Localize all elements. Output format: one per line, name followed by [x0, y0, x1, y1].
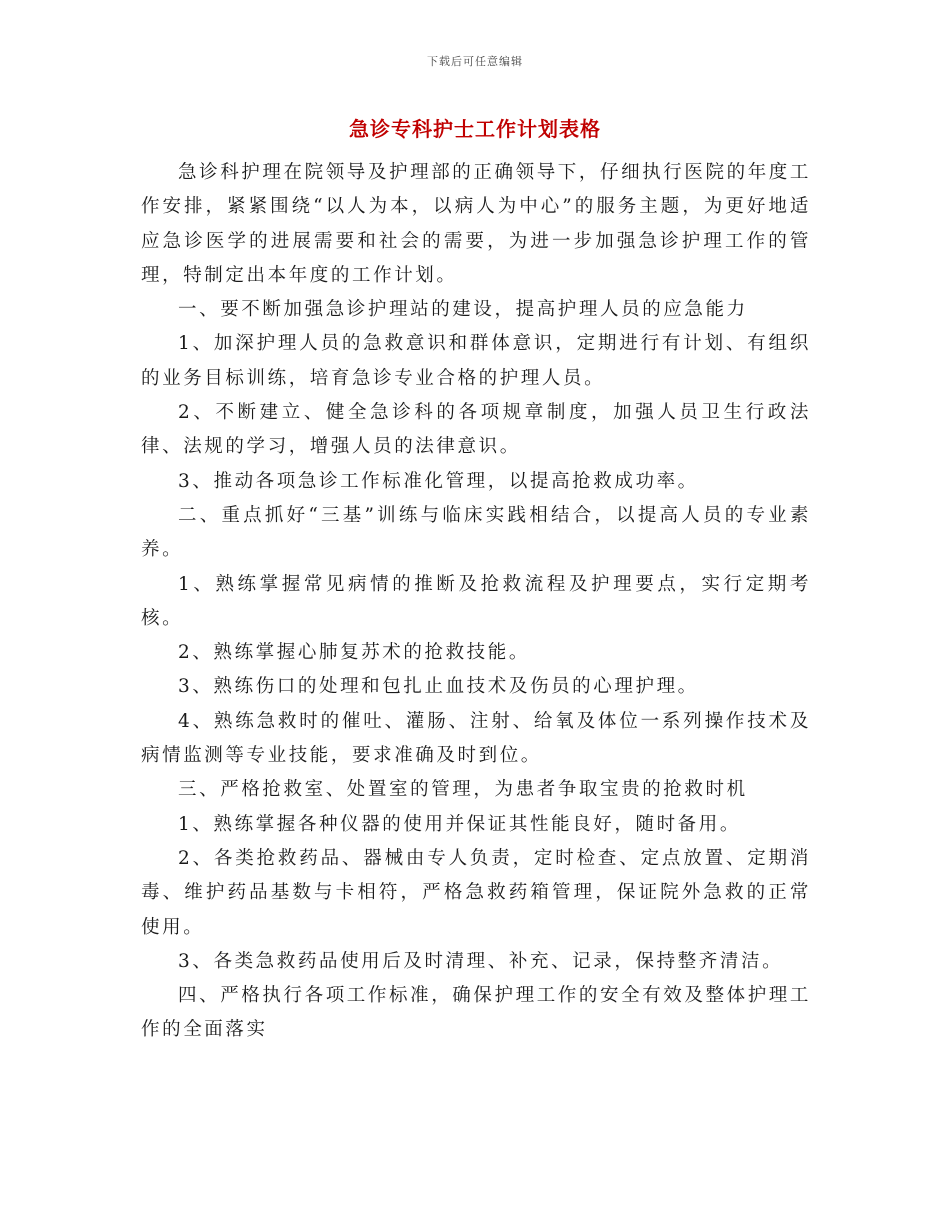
document-title: 急诊专科护士工作计划表格	[349, 117, 601, 141]
list-item: 3、推动各项急诊工作标准化管理，以提高抢救成功率。	[178, 470, 699, 492]
list-item: 3、熟练伤口的处理和包扎止血技术及伤员的心理护理。	[178, 676, 699, 698]
document-body	[141, 156, 811, 1048]
list-item: 1、加深护理人员的急救意识和群体意识，定期进行有计划、有组织的业务目标训练，培育急诊专业合格的护理人员。	[141, 333, 811, 389]
list-item: 2、不断建立、健全急诊科的各项规章制度，加强人员卫生行政法律、法规的学习，增强人员的法律意识。	[141, 402, 811, 458]
list-item: 1、熟练掌握常见病情的推断及抢救流程及护理要点，实行定期考核。	[141, 573, 811, 629]
list-item: 2、各类抢救药品、器械由专人负责，定时检查、定点放置、定期消毒、维护药品基数与卡相符，严格急救药箱管理，保证院外急救的正常使用。	[141, 847, 811, 938]
list-item: 3、各类急救药品使用后及时清理、补充、记录，保持整齐清洁。	[178, 950, 784, 972]
section-heading-1: 一、要不断加强急诊护理站的建设，提高护理人员的应急能力	[178, 299, 748, 321]
list-item: 4、熟练急救时的催吐、灌肠、注射、给氧及体位一系列操作技术及病情监测等专业技能，要求准确及时到位。	[141, 710, 811, 767]
section-heading-2: 二、重点抓好“三基”训练与临床实践相结合，以提高人员的专业素养。	[141, 504, 811, 561]
list-item: 1、熟练掌握各种仪器的使用并保证其性能良好，随时备用。	[178, 813, 741, 835]
paragraph-intro: 急诊科护理在院领导及护理部的正确领导下，仔细执行医院的年度工作安排，紧紧围绕“以人为本，以病人为中心”的服务主题，为更好地适应急诊医学的进展需要和社会的需要，为进一步加强急诊护理工作的管理，特制定出本年度的工作计划。	[141, 162, 812, 286]
section-heading-4: 四、严格执行各项工作标准，确保护理工作的安全有效及整体护理工作的全面落实	[141, 985, 812, 1041]
list-item: 2、熟练掌握心肺复苏术的抢救技能。	[178, 642, 530, 664]
page-header: 下载后可任意编辑	[427, 55, 523, 68]
section-heading-3: 三、严格抢救室、处置室的管理，为患者争取宝贵的抢救时机	[178, 779, 748, 801]
